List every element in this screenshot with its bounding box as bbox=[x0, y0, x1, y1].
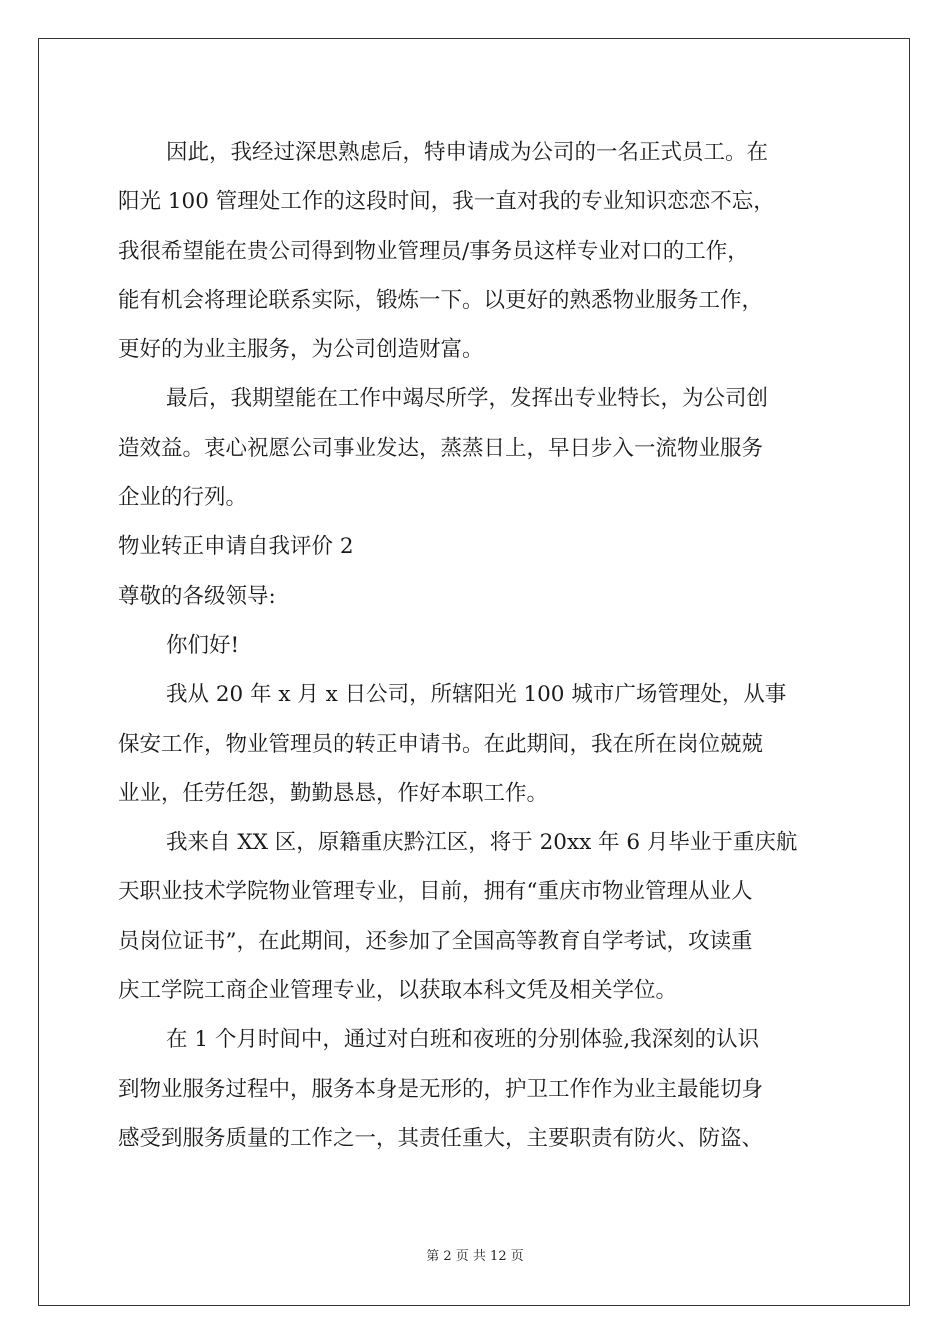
paragraph-line: 业业，任劳任怨，勤勤恳恳，作好本职工作。 bbox=[118, 780, 549, 806]
paragraph-line: 保安工作，物业管理员的转正申请书。在此期间，我在所在岗位兢兢 bbox=[118, 731, 764, 757]
paragraph-line: 我来自 XX 区，原籍重庆黔江区，将于 20xx 年 6 月毕业于重庆航 bbox=[166, 830, 798, 856]
paragraph-line: 我从 20 年 x 月 x 日公司，所辖阳光 100 城市广场管理处，从事 bbox=[166, 682, 787, 708]
paragraph-line: 到物业服务过程中，服务本身是无形的，护卫工作作为业主最能切身 bbox=[118, 1076, 764, 1102]
paragraph-line: 庆工学院工商企业管理专业，以获取本科文凭及相关学位。 bbox=[118, 978, 678, 1004]
paragraph-line: 在 1 个月时间中，通过对白班和夜班的分别体验,我深刻的认识 bbox=[166, 1027, 760, 1053]
document-body bbox=[118, 128, 838, 1163]
paragraph-line: 因此，我经过深思熟虑后，特申请成为公司的一名正式员工。在 bbox=[166, 140, 769, 165]
salutation: 尊敬的各级领导: bbox=[118, 583, 276, 609]
paragraph-line: 感受到服务质量的工作之一，其责任重大，主要职责有防火、防盗、 bbox=[118, 1125, 764, 1151]
paragraph-line: 企业的行列。 bbox=[118, 485, 248, 511]
paragraph-line: 造效益。衷心祝愿公司事业发达，蒸蒸日上，早日步入一流物业服务 bbox=[118, 435, 764, 461]
paragraph-line: 员岗位证书”，在此期间，还参加了全国高等教育自学考试，攻读重 bbox=[118, 928, 753, 954]
paragraph-line: 阳光 100 管理处工作的这段时间，我一直对我的专业知识恋恋不忘， bbox=[118, 189, 775, 215]
page-number: 第 2 页 共 12 页 bbox=[426, 1249, 524, 1264]
section-title: 物业转正申请自我评价 2 bbox=[118, 534, 354, 560]
paragraph-line: 我很希望能在贵公司得到物业管理员/事务员这样专业对口的工作， bbox=[118, 238, 749, 264]
paragraph-line: 天职业技术学院物业管理专业，目前，拥有“重庆市物业管理从业人 bbox=[118, 879, 753, 905]
greeting: 你们好! bbox=[166, 632, 240, 658]
paragraph-line: 更好的为业主服务，为公司创造财富。 bbox=[118, 337, 484, 363]
paragraph-line: 能有机会将理论联系实际，锻炼一下。以更好的熟悉物业服务工作， bbox=[118, 287, 764, 313]
paragraph-line: 最后，我期望能在工作中竭尽所学，发挥出专业特长，为公司创 bbox=[166, 386, 769, 412]
